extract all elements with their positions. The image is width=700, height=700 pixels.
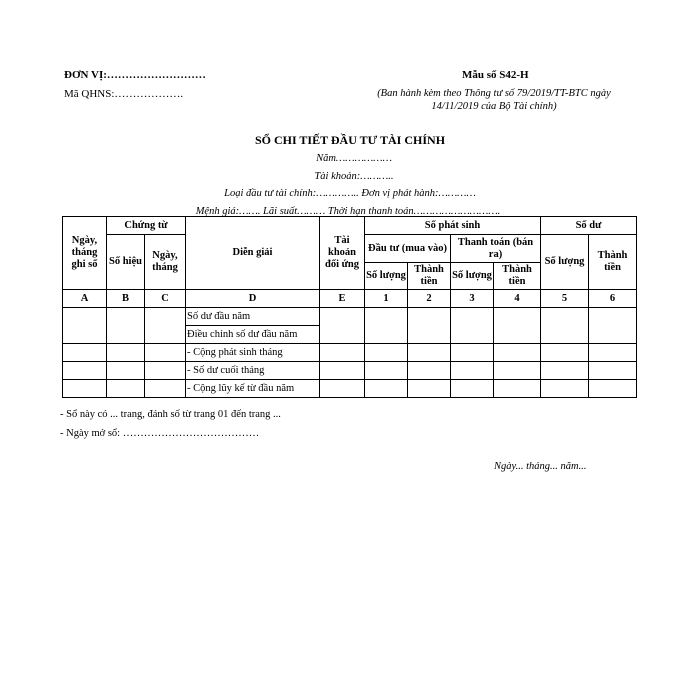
table-row [63,380,637,398]
column-letter: 3 [451,290,494,308]
cell [365,380,408,398]
column-letter: A [63,290,107,308]
col-contra-account: Tài khoản đối ứng [320,217,365,290]
cell [541,308,589,344]
legal-basis: (Ban hành kèm theo Thông tư số 79/2019/TT-BTC ngày 14/11/2019 của Bộ Tài chính) [377,88,611,112]
cell [145,362,186,380]
col-balance-amount: Thành tiền [589,235,637,290]
row-description: - Số dư cuối tháng [186,362,320,380]
col-entry-date: Ngày, tháng ghi sổ [63,217,107,290]
col-invest-amount: Thành tiền [408,263,451,290]
column-letter: 5 [541,290,589,308]
terms-line: Mệnh giá:……. Lãi suất……… Thời hạn thanh toán………………………. [195,206,501,217]
cell [320,308,365,344]
cell [451,344,494,362]
cell [451,362,494,380]
cell [365,362,408,380]
cell [320,362,365,380]
year-line: Năm……………… [316,153,392,164]
col-arising: Số phát sinh [365,217,541,235]
column-letter: B [107,290,145,308]
col-invest-qty: Số lượng [365,263,408,290]
cell [320,344,365,362]
row-description: Điều chỉnh số dư đầu năm [186,326,320,344]
cell [494,380,541,398]
col-invest: Đầu tư (mua vào) [365,235,451,263]
column-letters-row [63,290,637,308]
table-row [63,344,637,362]
row-description: Số dư đầu năm [186,308,320,326]
cell [494,344,541,362]
cell [63,380,107,398]
column-letter: D [186,290,320,308]
cell [494,362,541,380]
column-letter: 4 [494,290,541,308]
column-letter: 6 [589,290,637,308]
account-line: Tài khoản:……….. [314,171,394,182]
column-letter: E [320,290,365,308]
ledger-table [62,216,637,398]
col-voucher-date: Ngày, tháng [145,235,186,290]
cell [589,362,637,380]
cell [451,380,494,398]
open-date-note: - Ngày mở sổ: ………………………………… [60,428,260,439]
cell [408,362,451,380]
cell [107,380,145,398]
sign-date: Ngày... tháng... năm... [494,461,587,472]
table-row [63,362,637,380]
investment-type-line: Loại đầu tư tài chính:………….. Đơn vị phát hành:………… [224,188,476,199]
col-payment-qty: Số lượng [451,263,494,290]
cell [589,308,637,344]
cell [494,308,541,344]
qhns-label: Mã QHNS:………………. [64,88,184,100]
cell [408,344,451,362]
col-payment: Thanh toán (bán ra) [451,235,541,263]
col-voucher-no: Số hiệu [107,235,145,290]
row-description: - Cộng phát sinh tháng [186,344,320,362]
col-payment-amount: Thành tiền [494,263,541,290]
column-letter: C [145,290,186,308]
cell [589,344,637,362]
unit-label: ĐƠN VỊ:……………………… [64,69,206,81]
cell [63,362,107,380]
cell [541,380,589,398]
cell [63,308,107,344]
col-balance-qty: Số lượng [541,235,589,290]
cell [145,344,186,362]
form-number: Mẫu số S42-H [462,69,529,81]
cell [365,308,408,344]
cell [145,308,186,344]
cell [107,362,145,380]
cell [541,344,589,362]
cell [541,362,589,380]
column-letter: 1 [365,290,408,308]
cell [451,308,494,344]
column-letter: 2 [408,290,451,308]
cell [365,344,408,362]
cell [589,380,637,398]
row-description: - Cộng lũy kế từ đầu năm [186,380,320,398]
table-row [63,308,637,326]
cell [320,380,365,398]
col-balance: Số dư [541,217,637,235]
cell [408,308,451,344]
cell [107,344,145,362]
cell [408,380,451,398]
cell [63,344,107,362]
col-description: Diễn giải [186,217,320,290]
pages-note: - Sổ này có ... trang, đánh số từ trang 01 đến trang ... [60,409,281,420]
cell [107,308,145,344]
page-title: SỔ CHI TIẾT ĐẦU TƯ TÀI CHÍNH [254,133,446,147]
cell [145,380,186,398]
col-voucher: Chứng từ [107,217,186,235]
